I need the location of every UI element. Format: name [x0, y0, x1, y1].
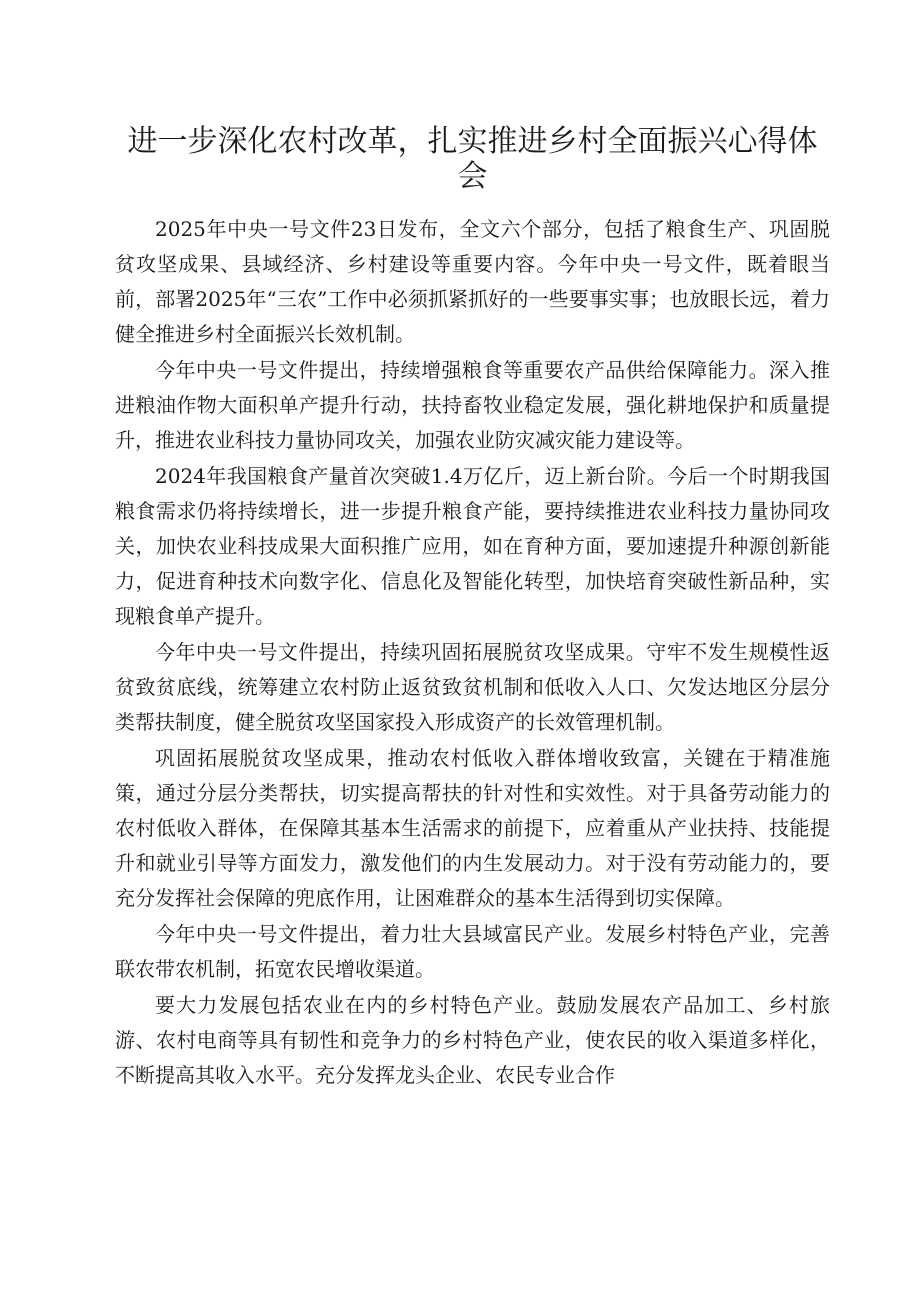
paragraph-1: 2025年中央一号文件23日发布，全文六个部分，包括了粮食生产、巩固脱贫攻坚成果、县域经济、乡村建设等重要内容。今年中央一号文件，既着眼当前，部署2025年“三农”工作中必须抓紧抓好的一些要事实事；也放眼长远，着力健全推进乡村全面振兴长效机制。: [115, 217, 830, 346]
document-title: 进一步深化农村改革，扎实推进乡村全面振兴心得体会: [127, 124, 818, 194]
paragraph-5: 巩固拓展脱贫攻坚成果，推动农村低收入群体增收致富，关键在于精准施策，通过分层分类帮扶，切实提高帮扶的针对性和实效性。对于具备劳动能力的农村低收入群体，在保障其基本生活需求的前提下，应着重从产业扶持、技能提升和就业引导等方面发力，激发他们的内生发展动力。对于没有劳动能力的，要充分发挥社会保障的兜底作用，让困难群众的基本生活得到切实保障。: [115, 746, 830, 910]
paragraph-3: 2024年我国粮食产量首次突破1.4万亿斤，迈上新台阶。今后一个时期我国粮食需求仍将持续增长，进一步提升粮食产能，要持续推进农业科技力量协同攻关，加快农业科技成果大面积推广应用，如在育种方面，要加速提升种源创新能力，促进育种技术向数字化、信息化及智能化转型，加快培育突破性新品种，实现粮食单产提升。: [115, 464, 830, 628]
paragraph-6: 今年中央一号文件提出，着力壮大县域富民产业。发展乡村特色产业，完善联农带农机制，拓宽农民增收渠道。: [115, 922, 830, 981]
paragraph-7: 要大力发展包括农业在内的乡村特色产业。鼓励发展农产品加工、乡村旅游、农村电商等具有韧性和竞争力的乡村特色产业，使农民的收入渠道多样化，不断提高其收入水平。充分发挥龙头企业、农民专业合作: [115, 993, 830, 1087]
paragraph-4: 今年中央一号文件提出，持续巩固拓展脱贫攻坚成果。守牢不发生规模性返贫致贫底线，统筹建立农村防止返贫致贫机制和低收入人口、欠发达地区分层分类帮扶制度，健全脱贫攻坚国家投入形成资产的长效管理机制。: [115, 640, 830, 734]
document-body: [115, 212, 830, 1093]
paragraph-2: 今年中央一号文件提出，持续增强粮食等重要农产品供给保障能力。深入推进粮油作物大面积单产提升行动，扶持畜牧业稳定发展，强化耕地保护和质量提升，推进农业科技力量协同攻关，加强农业防灾减灾能力建设等。: [115, 358, 830, 452]
